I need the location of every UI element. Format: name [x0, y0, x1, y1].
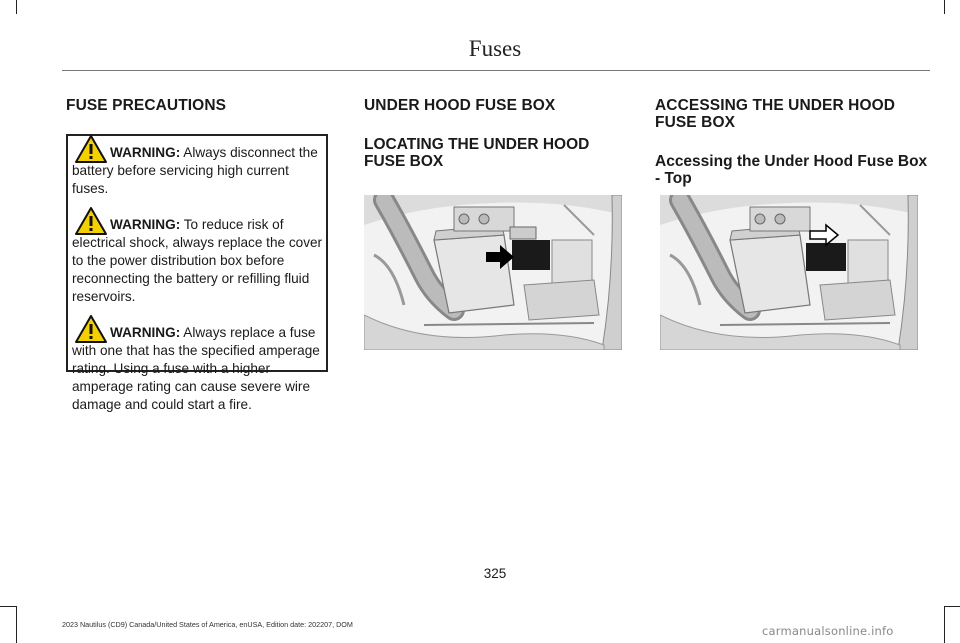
warning-triangle-icon — [74, 206, 108, 236]
accessing-top-heading: Accessing the Under Hood Fuse Box - Top — [655, 153, 928, 187]
middle-column — [364, 97, 629, 170]
warning-item — [72, 216, 323, 307]
watermark[interactable]: carmanualsonline.info — [762, 624, 894, 638]
engine-bay-drawing — [660, 195, 918, 350]
crop-mark-bottom-right-h — [944, 606, 960, 607]
fuse-precautions-heading: FUSE PRECAUTIONS — [66, 97, 227, 114]
locating-fuse-box-heading: LOCATING THE UNDER HOOD FUSE BOX — [364, 136, 590, 170]
left-column — [66, 97, 336, 114]
warning-box — [66, 134, 328, 413]
crop-mark-top-left-v — [16, 0, 17, 14]
right-column — [655, 97, 930, 187]
warning-text: To reduce risk of electrical shock, always replace the cover to the power distribution box before reconnecting the battery or refilling fluid reservoirs. — [72, 216, 323, 305]
warning-item — [72, 324, 323, 415]
warning-item — [72, 144, 323, 199]
page-header-title: Fuses — [468, 36, 522, 61]
crop-mark-bottom-left-v — [16, 606, 17, 643]
engine-bay-drawing — [364, 195, 622, 350]
crop-mark-bottom-right-v — [944, 606, 945, 643]
accessing-fuse-box-heading: ACCESSING THE UNDER HOOD FUSE BOX — [655, 97, 896, 131]
page-number: 325 — [483, 566, 507, 581]
warning-text: Always replace a fuse with one that has the specified amperage rating. Using a fuse with a higher amperage rating can cause severe wire damage and could start a fire. — [72, 324, 320, 413]
warning-label: WARNING: — [110, 324, 181, 340]
crop-mark-bottom-left-h — [0, 606, 16, 607]
under-hood-fuse-box-heading: UNDER HOOD FUSE BOX — [364, 97, 556, 114]
engine-bay-illustration-locating — [364, 195, 622, 350]
warning-triangle-icon — [74, 314, 108, 344]
header-divider — [62, 70, 930, 71]
warning-text: Always disconnect the battery before servicing high current fuses. — [72, 145, 318, 197]
warning-label: WARNING: — [110, 145, 181, 160]
engine-bay-illustration-accessing — [660, 195, 918, 350]
edition-footer: 2023 Nautilus (CD9) Canada/United States of America, enUSA, Edition date: 202207, DOM — [62, 620, 353, 629]
crop-mark-top-right-v — [944, 0, 945, 14]
warning-triangle-icon — [74, 134, 108, 164]
warning-label: WARNING: — [110, 216, 181, 232]
